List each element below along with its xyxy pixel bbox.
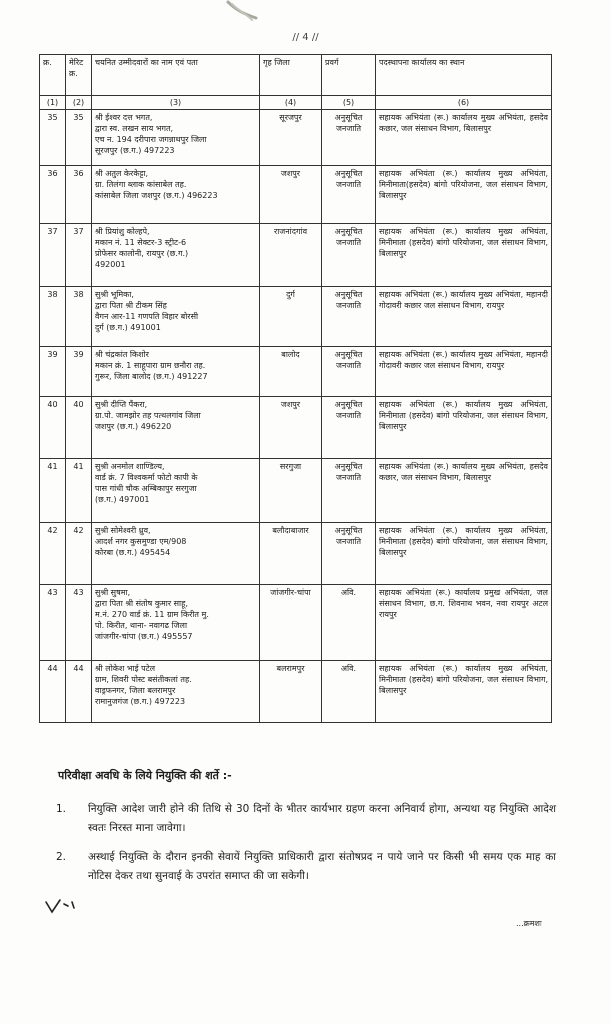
table-row	[40, 523, 552, 585]
home-district-cell: बलरामपुर	[260, 661, 322, 723]
col-number: (2)	[66, 96, 92, 110]
serial-number-cell: 38	[40, 287, 66, 347]
posting-office-cell: सहायक अभियंता (रू.) कार्यालय मुख्य अभियंता, मिनीमाता(हसदेव) बांगो परियोजना, जल संसाधन विभाग, बिलासपुर	[376, 166, 552, 224]
scan-smudge-mark	[222, 0, 262, 24]
address-line: (छ.ग.) 497001	[95, 495, 150, 504]
col-number: (6)	[376, 96, 552, 110]
address-line: मकान नं. 11 सेक्टर-3 स्ट्रीट-6	[95, 238, 187, 247]
posting-office-cell: सहायक अभियंता (रू.) कार्यालय मुख्य अभियंता, महानदी गोदावरी कछार जल संसाधन विभाग, रायपुर	[376, 287, 552, 347]
address-line: एच न. 194 दरीपारा जगन्नाथपुर जिला	[95, 135, 207, 144]
table-row	[40, 585, 552, 661]
table-row	[40, 166, 552, 224]
address-line: जशपुर (छ.ग.) 496220	[95, 422, 172, 431]
category-cell: अनुसूचित जनजाति	[322, 347, 376, 397]
address-line: सुश्री भूमिका,	[95, 290, 134, 299]
address-line: सूरजपुर (छ.ग.) 497223	[95, 146, 175, 155]
name-address-cell	[92, 347, 260, 397]
col-number: (5)	[322, 96, 376, 110]
header-sno: क्र.	[40, 55, 66, 96]
merit-number-cell: 39	[66, 347, 92, 397]
address-line: जांजगीर-चांपा (छ.ग.) 495557	[95, 632, 193, 641]
category-cell: अनुसूचित जनजाति	[322, 166, 376, 224]
handwritten-tick-mark	[44, 892, 84, 916]
posting-office-cell: सहायक अभियंता (रू.) कार्यालय मुख्य अभियंता, हसदेव कछार, जल संसाधन विभाग, बिलासपुर	[376, 110, 552, 166]
address-line: श्री ईश्वर दत्त भगत,	[95, 113, 153, 122]
name-address-cell	[92, 287, 260, 347]
category-cell: अनुसूचित जनजाति	[322, 224, 376, 287]
name-address-cell	[92, 397, 260, 459]
table-row	[40, 224, 552, 287]
address-line: 492001	[95, 260, 126, 269]
category-cell: अवि.	[322, 661, 376, 723]
header-posting-office: पदस्थापना कार्यालय का स्थान	[376, 55, 552, 96]
address-line: द्वारा स्व. लखन साय भगत,	[95, 124, 174, 133]
merit-number-cell: 40	[66, 397, 92, 459]
header-home-district: गृह जिला	[260, 55, 322, 96]
name-address-cell	[92, 661, 260, 723]
merit-number-cell: 43	[66, 585, 92, 661]
table-header-row	[40, 55, 552, 96]
category-cell: अनुसूचित जनजाति	[322, 397, 376, 459]
address-line: ग्रा.पो. जामझोर तह पत्थलगांव जिला	[95, 411, 201, 420]
merit-number-cell: 44	[66, 661, 92, 723]
posting-office-cell: सहायक अभियंता (रू.) कार्यालय मुख्य अभियंता, मिनीमाता (हसदेव) बांगो परियोजना, जल संसाधन विभाग, बिलासपुर	[376, 661, 552, 723]
home-district-cell: दुर्ग	[260, 287, 322, 347]
home-district-cell: सरगुजा	[260, 459, 322, 523]
posting-office-cell: सहायक अभियंता (रू.) कार्यालय मुख्य अभियंता, मिनीमाता (हसदेव) बांगो परियोजना, जल संसाधन विभाग, बिलासपुर	[376, 224, 552, 287]
column-number-row	[40, 96, 552, 110]
header-name-address: चयनित उम्मीदवारों का नाम एवं पता	[92, 55, 260, 96]
address-line: श्री चंद्रकांत किशोर	[95, 350, 149, 359]
category-cell: अनुसूचित जनजाति	[322, 287, 376, 347]
address-line: श्री अतुल केरकेट्टा,	[95, 169, 149, 178]
address-line: म.नं. 270 वार्ड क्रं. 11 ग्राम किरीत मु.	[95, 610, 209, 619]
address-line: दुर्ग (छ.ग.) 491001	[95, 323, 161, 332]
serial-number-cell: 42	[40, 523, 66, 585]
home-district-cell: बालोद	[260, 347, 322, 397]
serial-number-cell: 36	[40, 166, 66, 224]
header-merit: मेरिट क्र.	[66, 55, 92, 96]
address-line: सुश्री सोमेश्वरी ध्रुव,	[95, 526, 151, 535]
serial-number-cell: 37	[40, 224, 66, 287]
address-line: श्री लोकेश भाई पटेल	[95, 664, 156, 673]
address-line: वाड्रफनगर, जिला बलरामपुर	[95, 686, 176, 695]
conditions-heading: परिवीक्षा अवधि के लिये नियुक्ति की शर्ते :-	[58, 769, 232, 782]
merit-number-cell: 38	[66, 287, 92, 347]
serial-number-cell: 41	[40, 459, 66, 523]
name-address-cell	[92, 585, 260, 661]
category-cell: अवि.	[322, 585, 376, 661]
address-line: वार्ड क्रं. 7 विश्वकर्मा फोटो कापी के	[95, 473, 198, 482]
home-district-cell: सूरजपुर	[260, 110, 322, 166]
posting-office-cell: सहायक अभियंता (रू.) कार्यालय मुख्य अभियंता, महानदी गोदावरी कछार जल संसाधन विभाग, रायपुर	[376, 347, 552, 397]
home-district-cell: जांजगीर-चांपा	[260, 585, 322, 661]
table-row	[40, 661, 552, 723]
address-line: सुश्री सुषमा,	[95, 588, 131, 597]
condition-text: अस्थाई नियुक्ति के दौरान इनकी सेवायें नियुक्ति प्राधिकारी द्वारा संतोषप्रद न पाये जाने पर किसी भी समय एक माह का नोटिस देकर तथा सुनवाई के उपरांत समाप्त की जा सकेगी।	[88, 851, 556, 882]
address-line: आदर्श नगर कुसमुण्डा एम/908	[95, 537, 187, 546]
address-line: द्वारा पिता श्री टीकम सिंह	[95, 301, 167, 310]
table-row	[40, 459, 552, 523]
home-district-cell: जशपुर	[260, 397, 322, 459]
address-line: ग्रा. तिलंगा ब्लाक कांसाबेल तह.	[95, 180, 187, 189]
category-cell: अनुसूचित जनजाति	[322, 459, 376, 523]
col-number: (1)	[40, 96, 66, 110]
name-address-cell	[92, 224, 260, 287]
posting-office-cell: सहायक अभियंता (रू.) कार्यालय मुख्य अभियंता, हसदेव कछार, जल संसाधन विभाग, बिलासपुर	[376, 459, 552, 523]
address-line: पास गांधी चौक अम्बिकापुर सरगुजा	[95, 484, 197, 493]
name-address-cell	[92, 459, 260, 523]
address-line: द्वारा पिता श्री संतोष कुमार साहू,	[95, 599, 188, 608]
continued-marker: ...क्रमशः	[516, 919, 542, 928]
address-line: सुश्री दीप्ति पैंकरा,	[95, 400, 148, 409]
name-address-cell	[92, 523, 260, 585]
home-district-cell: बलौदाबाजार	[260, 523, 322, 585]
merit-number-cell: 42	[66, 523, 92, 585]
table-row	[40, 110, 552, 166]
address-line: वैगन आर-11 गणपति विहार बोरसी	[95, 312, 199, 321]
header-category: प्रवर्ग	[322, 55, 376, 96]
table-row	[40, 287, 552, 347]
col-number: (4)	[260, 96, 322, 110]
merit-number-cell: 35	[66, 110, 92, 166]
name-address-cell	[92, 166, 260, 224]
page-number: // 4 //	[292, 32, 319, 43]
col-number: (3)	[92, 96, 260, 110]
address-line: कोरबा (छ.ग.) 495454	[95, 548, 171, 557]
posting-office-cell: सहायक अभियंता (रू.) कार्यालय प्रमुख अभियंता, जल संसाधन विभाग, छ.ग. शिवनाथ भवन, नवा रायपुर अटल रायपुर	[376, 585, 552, 661]
category-cell: अनुसूचित जनजाति	[322, 110, 376, 166]
serial-number-cell: 39	[40, 347, 66, 397]
address-line: गुरूर, जिला बालोद (छ.ग.) 491227	[95, 372, 208, 381]
posting-office-cell: सहायक अभियंता (रू.) कार्यालय मुख्य अभियंता, मिनीमाता (हसदेव) बांगो परियोजना, जल संसाधन विभाग, बिलासपुर	[376, 523, 552, 585]
serial-number-cell: 43	[40, 585, 66, 661]
home-district-cell: जशपुर	[260, 166, 322, 224]
address-line: पो. किरीत, थाना- नवागढ जिला	[95, 621, 188, 630]
category-cell: अनुसूचित जनजाति	[322, 523, 376, 585]
serial-number-cell: 44	[40, 661, 66, 723]
serial-number-cell: 35	[40, 110, 66, 166]
posting-office-cell: सहायक अभियंता (रू.) कार्यालय मुख्य अभियंता, मिनीमाता (हसदेव) बांगो परियोजना, जल संसाधन विभाग, बिलासपुर	[376, 397, 552, 459]
appointment-table	[39, 54, 552, 723]
address-line: सुश्री अनमोल शाण्डिल्य,	[95, 462, 165, 471]
condition-number: 2.	[56, 851, 67, 863]
serial-number-cell: 40	[40, 397, 66, 459]
name-address-cell	[92, 110, 260, 166]
address-line: ग्राम, शिवरी पोस्ट बसंतीकलां तह.	[95, 675, 192, 684]
condition-text: नियुक्ति आदेश जारी होने की तिथि से 30 दिनों के भीतर कार्यभार ग्रहण करना अनिवार्य होगा, अन्यथा यह नियुक्ति आदेश स्वतः निरस्त माना जावेगा।	[88, 803, 556, 834]
merit-number-cell: 36	[66, 166, 92, 224]
address-line: कांसाबेल जिला जशपुर (छ.ग.) 496223	[95, 191, 218, 200]
merit-number-cell: 37	[66, 224, 92, 287]
table-row	[40, 397, 552, 459]
condition-number: 1.	[56, 803, 67, 815]
address-line: प्रोफेसर कालोनी, रायपुर (छ.ग.)	[95, 249, 189, 258]
address-line: श्री प्रियांशु कोल्हपे,	[95, 227, 150, 236]
merit-number-cell: 41	[66, 459, 92, 523]
address-line: मकान क्रं. 1 साहूपारा ग्राम छनौरा तह.	[95, 361, 206, 370]
home-district-cell: राजनांदगांव	[260, 224, 322, 287]
table-row	[40, 347, 552, 397]
address-line: रामानुजगंज (छ.ग.) 497223	[95, 697, 186, 706]
